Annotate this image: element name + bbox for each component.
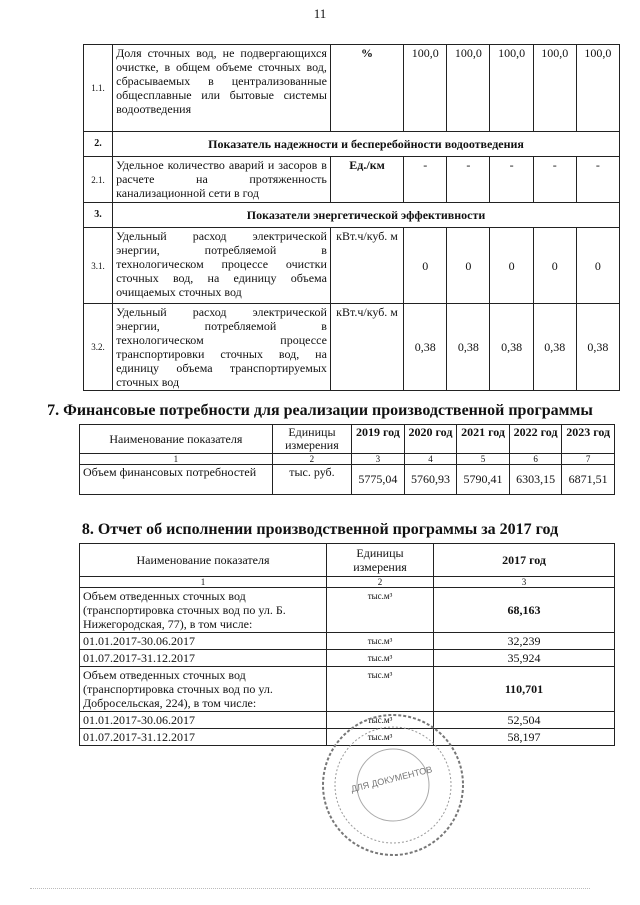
section-number: 2.	[84, 132, 113, 157]
section-row	[84, 132, 620, 157]
period-name: 01.01.2017-30.06.2017	[80, 712, 327, 729]
index-cell: 1	[80, 454, 273, 465]
indicator-unit: кВт.ч/куб. м	[330, 228, 403, 304]
section-title: Показатели энергетической эффективности	[113, 203, 620, 228]
row-number: 2.1.	[84, 157, 113, 203]
value-cell: 100,0	[404, 45, 447, 132]
value-cell: 0,38	[447, 304, 490, 391]
value-cell: -	[576, 157, 619, 203]
section-8-heading: 8. Отчет об исполнении производственной программы за 2017 год	[81, 521, 559, 538]
indicator-unit: %	[330, 45, 403, 132]
period-name: 01.07.2017-31.12.2017	[80, 729, 327, 746]
value-cell: -	[533, 157, 576, 203]
value-cell: 100,0	[576, 45, 619, 132]
value-cell: 0,38	[490, 304, 533, 391]
index-cell: 6	[509, 454, 562, 465]
indicator-unit: тыс.м³	[327, 729, 434, 746]
value-cell: 35,924	[434, 650, 615, 667]
col-unit-header: Единицы измерения	[272, 425, 351, 454]
index-cell: 4	[404, 454, 457, 465]
year-header: 2020 год	[404, 425, 457, 454]
index-cell: 1	[80, 577, 327, 588]
year-header: 2019 год	[352, 425, 405, 454]
value-cell: 100,0	[533, 45, 576, 132]
section-number: 3.	[84, 203, 113, 228]
indicator-unit: тыс.м³	[327, 588, 434, 633]
value-cell: 110,701	[434, 667, 615, 712]
header-row	[80, 425, 615, 454]
stamp-outer-ring	[323, 715, 463, 855]
year-header: 2021 год	[457, 425, 510, 454]
indicator-name: Доля сточных вод, не подвергающихся очистке, в общем объеме сточных вод, сбрасываемых в централизованные общесплавные или бытовые системы водоотведения	[113, 45, 331, 132]
official-stamp	[318, 710, 468, 860]
value-cell: -	[447, 157, 490, 203]
indicator-unit: тыс.м³	[327, 667, 434, 712]
period-name: 01.01.2017-30.06.2017	[80, 633, 327, 650]
indicator-unit: Ед./км	[330, 157, 403, 203]
col-unit-header: Единицы измерения	[327, 544, 434, 577]
value-cell: 6303,15	[509, 465, 562, 495]
year-header: 2022 год	[509, 425, 562, 454]
value-cell: -	[490, 157, 533, 203]
table-row	[80, 650, 615, 667]
row-number: 3.2.	[84, 304, 113, 391]
indicator-name: Удельный расход электрической энергии, потребляемой в технологическом процессе транспортировки сточных вод, на единицу объема транспортируемых сточных вод	[113, 304, 331, 391]
value-cell: -	[404, 157, 447, 203]
index-row	[80, 577, 615, 588]
value-cell: 0	[576, 228, 619, 304]
index-cell: 5	[457, 454, 510, 465]
section-title: Показатель надежности и бесперебойности водоотведения	[113, 132, 620, 157]
section-row	[84, 203, 620, 228]
scan-artifact	[30, 888, 590, 889]
indicator-unit: тыс.м³	[327, 650, 434, 667]
col-name-header: Наименование показателя	[80, 544, 327, 577]
financial-needs-table	[79, 424, 615, 495]
index-cell: 7	[562, 454, 615, 465]
value-cell: 100,0	[447, 45, 490, 132]
page-number: 11	[313, 6, 327, 21]
header-row	[80, 544, 615, 577]
indicator-unit: тыс. руб.	[272, 465, 351, 495]
value-cell: 52,504	[434, 712, 615, 729]
table-row	[80, 588, 615, 633]
value-cell: 0,38	[404, 304, 447, 391]
index-row	[80, 454, 615, 465]
index-cell: 3	[434, 577, 615, 588]
index-cell: 3	[352, 454, 405, 465]
table-row	[84, 228, 620, 304]
indicator-name: Объем отведенных сточных вод (транспортировка сточных вод по ул. Добросельская, 224), в том числе:	[80, 667, 327, 712]
value-cell: 5760,93	[404, 465, 457, 495]
value-cell: 100,0	[490, 45, 533, 132]
col-year-header: 2017 год	[434, 544, 615, 577]
year-header: 2023 год	[562, 425, 615, 454]
col-name-header: Наименование показателя	[80, 425, 273, 454]
table-row	[80, 633, 615, 650]
value-cell: 0,38	[576, 304, 619, 391]
value-cell: 5775,04	[352, 465, 405, 495]
value-cell: 0	[490, 228, 533, 304]
value-cell: 58,197	[434, 729, 615, 746]
indicator-name: Объем отведенных сточных вод (транспортировка сточных вод по ул. Б. Нижегородская, 77), в том числе:	[80, 588, 327, 633]
indicators-table	[83, 44, 620, 391]
table-row	[80, 465, 615, 495]
value-cell: 68,163	[434, 588, 615, 633]
row-number: 1.1.	[84, 45, 113, 132]
value-cell: 0	[447, 228, 490, 304]
table-row	[84, 157, 620, 203]
row-number: 3.1.	[84, 228, 113, 304]
stamp-text: ДЛЯ ДОКУМЕНТОВ	[349, 764, 434, 795]
table-row	[84, 304, 620, 391]
index-cell: 2	[272, 454, 351, 465]
indicator-name: Удельное количество аварий и засоров в расчете на протяженность канализационной сети в год	[113, 157, 331, 203]
indicator-unit: тыс.м³	[327, 712, 434, 729]
value-cell: 6871,51	[562, 465, 615, 495]
value-cell: 0	[533, 228, 576, 304]
value-cell: 0,38	[533, 304, 576, 391]
value-cell: 0	[404, 228, 447, 304]
indicator-name: Удельный расход электрической энергии, потребляемой в технологическом процессе очистки сточных вод, на единицу объема очищаемых сточных вод	[113, 228, 331, 304]
indicator-name: Объем финансовых потребностей	[80, 465, 273, 495]
value-cell: 32,239	[434, 633, 615, 650]
table-row	[84, 45, 620, 132]
period-name: 01.07.2017-31.12.2017	[80, 650, 327, 667]
index-cell: 2	[327, 577, 434, 588]
table-row	[80, 667, 615, 712]
indicator-unit: кВт.ч/куб. м	[330, 304, 403, 391]
section-7-heading: 7. Финансовые потребности для реализации производственной программы	[47, 402, 593, 419]
value-cell: 5790,41	[457, 465, 510, 495]
indicator-unit: тыс.м³	[327, 633, 434, 650]
